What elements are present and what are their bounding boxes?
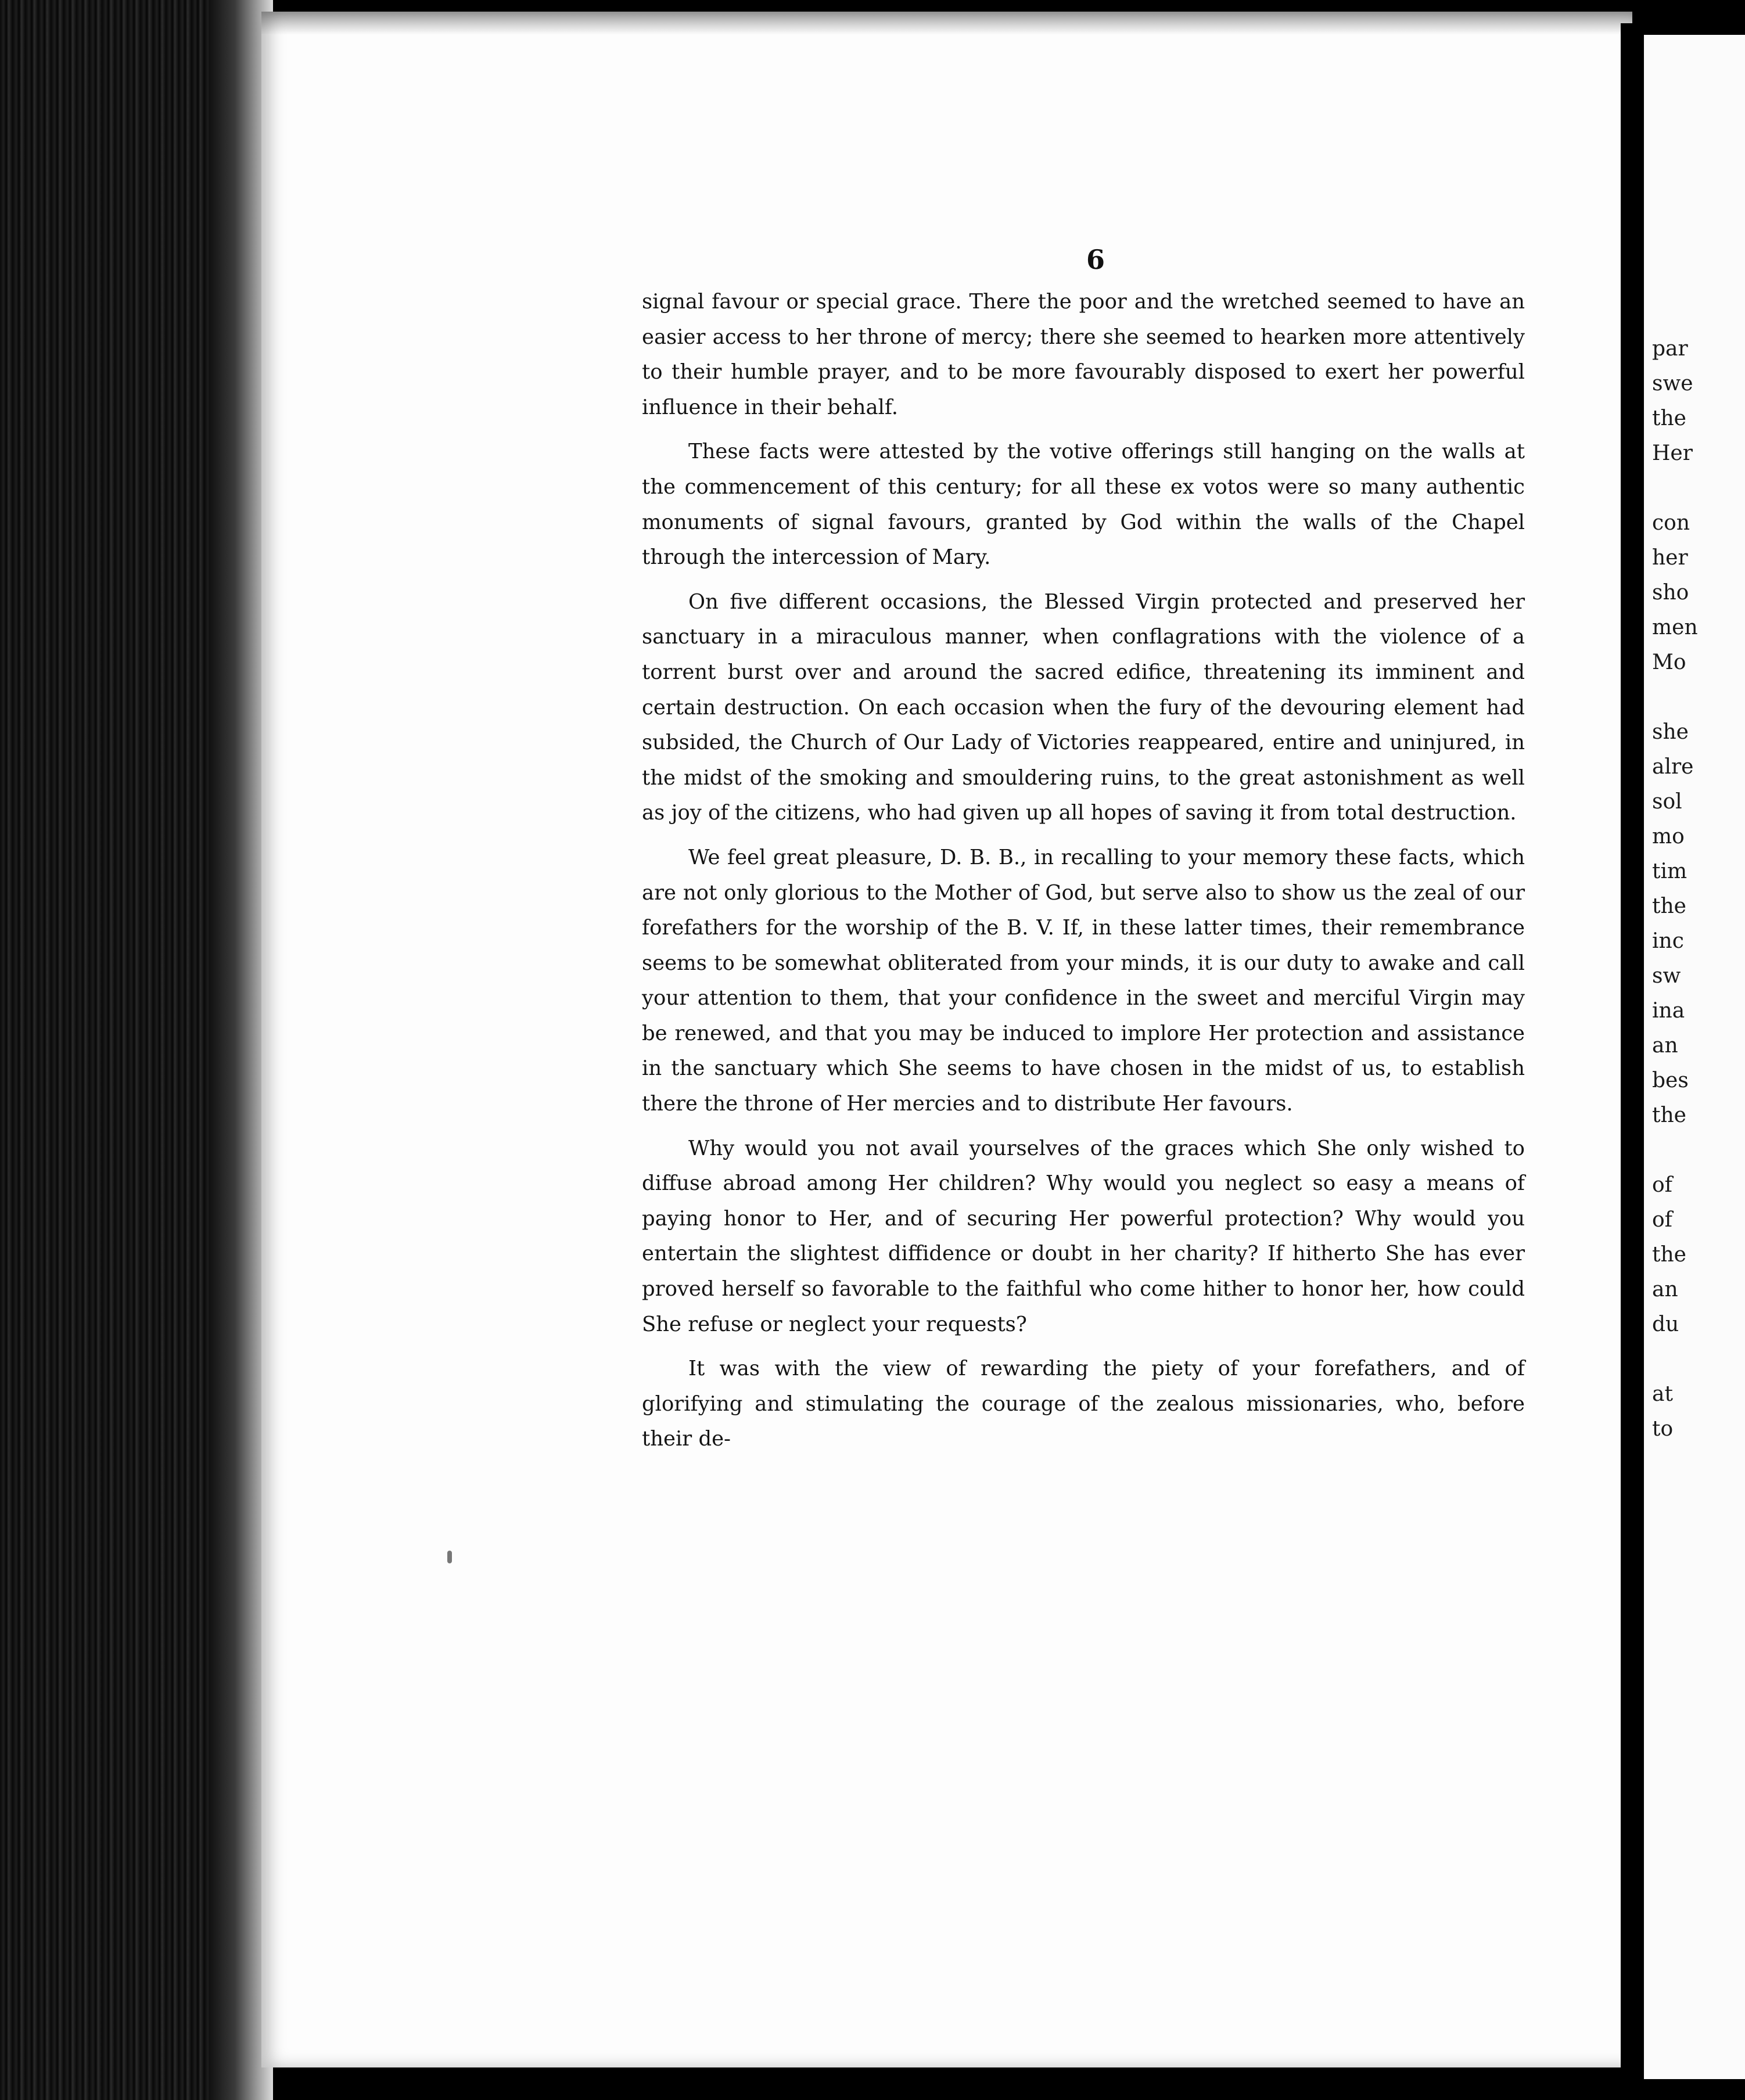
facing-page-line-fragment: swe <box>1652 372 1693 395</box>
facing-page-line-fragment: she <box>1652 720 1689 744</box>
paragraph: We feel great pleasure, D. B. B., in recalling to your memory these facts, which are not only glorious to the Mother of God, but serve also to show us the zeal of our forefathers for the worship of the B. V. If, in these latter times, their remembrance seems to be somewhat obliterated from your minds, it is our duty to awake and call your attention to them, that your confidence in the sweet and merciful Virgin may be renewed, and that you may be induced to implore Her protection and assistance in the sanctuary which She seems to have chosen in the midst of us, to establish there the throne of Her mercies and to distribute Her favours. <box>642 845 1525 1116</box>
facing-page <box>1644 35 1745 2079</box>
facing-page-line-fragment: at <box>1652 1382 1673 1406</box>
facing-page-line-fragment: the <box>1652 1103 1686 1127</box>
facing-page-line-fragment: bes <box>1652 1069 1689 1092</box>
facing-page-line-fragment: the <box>1652 1243 1686 1267</box>
facing-page-line-fragment: alre <box>1652 755 1694 779</box>
ink-speck <box>447 1551 452 1563</box>
facing-page-line-fragment: men <box>1652 616 1698 639</box>
facing-page-line-fragment: du <box>1652 1312 1679 1336</box>
facing-page-line-fragment: mo <box>1652 825 1685 848</box>
page-number: 6 <box>1086 244 1105 275</box>
facing-page-line-fragment: sol <box>1652 790 1682 814</box>
paragraph: These facts were attested by the votive offerings still hanging on the walls at the commencement of this century; for all these ex votos were so many authentic monuments of signal favours, granted by God within the walls of the Chapel through the intercession of Mary. <box>642 440 1525 570</box>
paragraph: Why would you not avail yourselves of the graces which She only wished to diffuse abroad among Her children? Why would you neglect so easy a means of paying honor to Her, and of securing Her powerful protection? Why would you entertain the slightest diffidence or doubt in her charity? If hitherto She has ever proved herself so favorable to the faithful who come hither to honor her, how could She refuse or neglect your requests? <box>642 1136 1525 1336</box>
page-gutter <box>1621 23 1644 2091</box>
facing-page-line-fragment: of <box>1652 1173 1672 1197</box>
paragraph: It was with the view of rewarding the piety of your forefathers, and of glorifying and stimulating the courage of the zealous missionaries, who, before their de- <box>642 1357 1525 1451</box>
facing-page-line-fragment: par <box>1652 337 1688 361</box>
facing-page-line-fragment: inc <box>1652 929 1684 953</box>
facing-page-line-fragment: the <box>1652 407 1686 430</box>
facing-page-line-fragment: of <box>1652 1208 1672 1232</box>
facing-page-line-fragment: Mo <box>1652 650 1686 674</box>
facing-page-line-fragment: sw <box>1652 964 1681 988</box>
facing-page-line-fragment: the <box>1652 894 1686 918</box>
page-top-shadow <box>261 12 1632 35</box>
body-text <box>642 285 1525 1466</box>
facing-page-line-fragment: an <box>1652 1278 1678 1301</box>
facing-page-line-fragment: tim <box>1652 860 1687 883</box>
facing-page-line-fragment: an <box>1652 1034 1678 1058</box>
paragraph: On five different occasions, the Blessed Virgin protected and preserved her sanctuary in a miraculous manner, when conflagrations with the violence of a torrent burst over and around the sacred edifice, threatening its imminent and certain destruction. On each occasion when the fury of the devouring element had subsided, the Church of Our Lady of Victories reappeared, entire and uninjured, in the midst of the smoking and smouldering ruins, to the great astonishment as well as joy of the citizens, who had given up all hopes of saving it from total destruction. <box>642 589 1525 825</box>
facing-page-line-fragment: con <box>1652 511 1690 535</box>
facing-page-line-fragment: her <box>1652 546 1688 570</box>
facing-page-line-fragment: ina <box>1652 999 1685 1023</box>
facing-page-line-fragment: sho <box>1652 581 1689 605</box>
book-spine <box>0 0 227 2100</box>
paragraph: signal favour or special grace. There the poor and the wretched seemed to have an easier access to her throne of mercy; there she seemed to hearken more attentively to their humble prayer, and to be more favourably disposed to exert her powerful influence in their behalf. <box>642 290 1525 419</box>
facing-page-line-fragment: Her <box>1652 441 1693 465</box>
facing-page-line-fragment: to <box>1652 1417 1674 1441</box>
